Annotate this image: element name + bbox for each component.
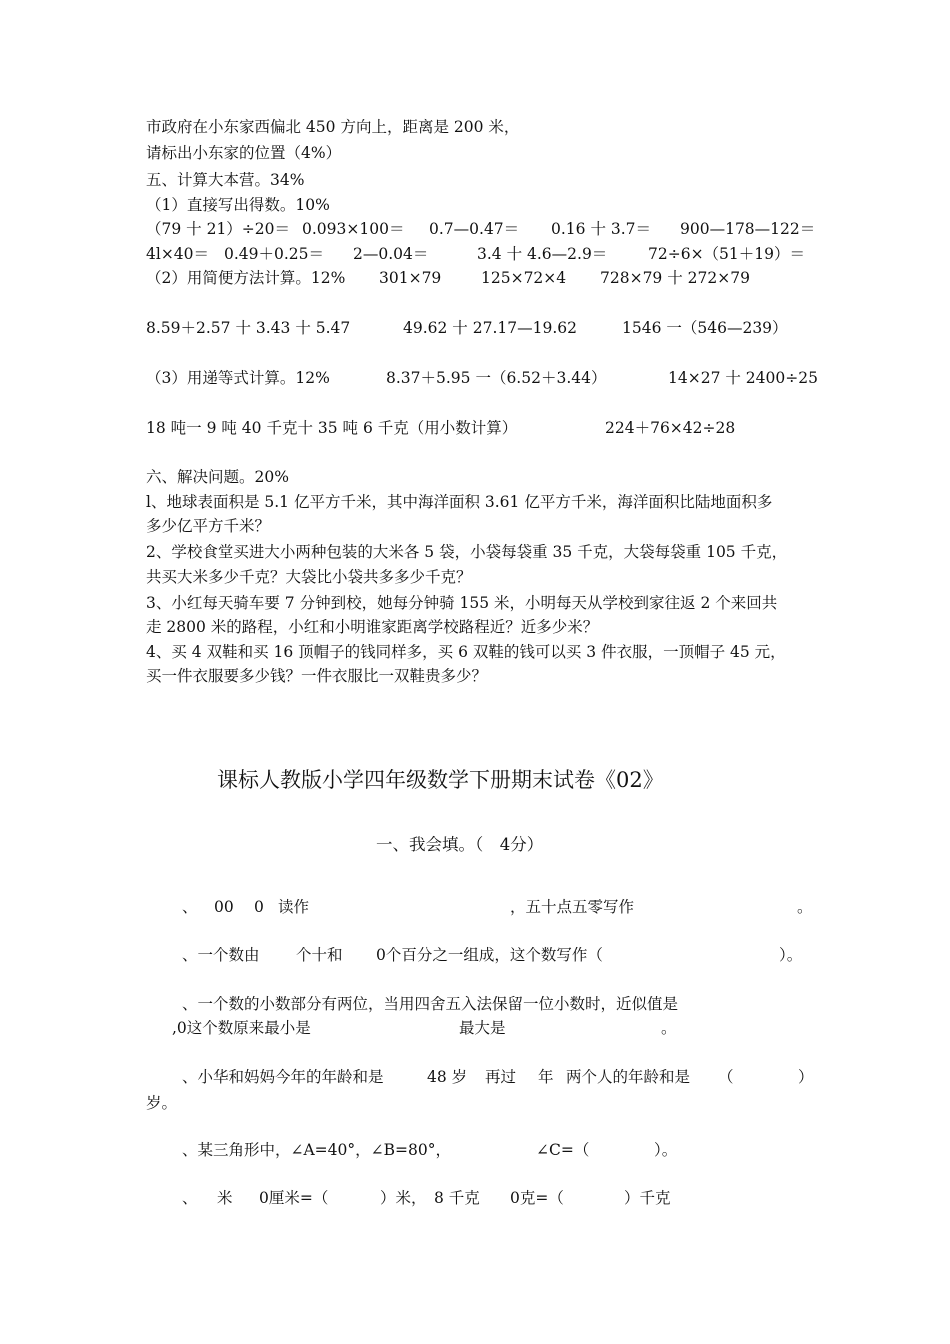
question-text: 年 xyxy=(538,1068,554,1086)
calc-item: 1546 一（546—239） xyxy=(622,319,788,337)
calc-item: 0.7—0.47＝ xyxy=(429,220,520,238)
question-text: ）。 xyxy=(779,946,803,964)
problem-4-line-2: 买一件衣服要多少钱？一件衣服比一双鞋贵多少？ xyxy=(146,667,488,685)
question-text: 0克=（ xyxy=(510,1189,564,1207)
calc-item: 4l×40＝ xyxy=(146,245,210,263)
unit-label: 米 xyxy=(217,1189,233,1207)
question-text: 0个百分之一组成，这个数写作（ xyxy=(376,946,603,964)
calc-item: 224＋76×42÷28 xyxy=(605,419,736,437)
number-fragment: 00 xyxy=(214,898,234,916)
calc-item: 3.4 十 4.6—2.9＝ xyxy=(477,245,608,263)
question-text: ,0这个数原来最小是 xyxy=(172,1019,311,1037)
number-fragment: 0 xyxy=(254,898,264,916)
map-question-line-1: 市政府在小东家西偏北 450 方向上，距离是 200 米， xyxy=(146,118,520,136)
exam-title: 课标人教版小学四年级数学下册期末试卷《02》 xyxy=(217,768,664,792)
question-text: ）米， xyxy=(380,1189,427,1207)
problem-1-line-2: 多少亿平方千米？ xyxy=(146,517,271,535)
fill-section-heading: 一、我会填。（ 4分） xyxy=(376,835,544,854)
question-text: 、某三角形中，∠A=40°，∠B=80°， xyxy=(182,1141,451,1159)
question-text: 再过 xyxy=(485,1068,517,1086)
question-text: ）千克 xyxy=(624,1189,671,1207)
map-question-line-2: 请标出小东家的位置（4%） xyxy=(146,144,342,162)
question-marker: 、 xyxy=(182,898,198,916)
question-text: 、一个数的小数部分有两位，当用四舍五入法保留一位小数时，近似值是 xyxy=(182,995,679,1013)
calc-item: 8.59＋2.57 十 3.43 十 5.47 xyxy=(146,319,351,337)
question-text: 最大是 xyxy=(459,1019,506,1037)
calc-item: 8.37＋5.95 一（6.52＋3.44） xyxy=(386,369,607,387)
question-text: 两个人的年龄和是 xyxy=(566,1068,691,1086)
period: 。 xyxy=(797,898,813,916)
calc-item: 14×27 十 2400÷25 xyxy=(668,369,818,387)
question-text: 、一个数由 xyxy=(182,946,260,964)
calc-item: （79 十 21）÷20＝ xyxy=(146,220,291,238)
question-text: 个十和 xyxy=(296,946,343,964)
question-text: 、小华和妈妈今年的年龄和是 xyxy=(182,1068,384,1086)
question-marker: 、 xyxy=(182,1189,198,1207)
calc-item: 0.49＋0.25＝ xyxy=(224,245,325,263)
read-as-label: 读作 xyxy=(278,898,310,916)
problem-4-line-1: 4、买 4 双鞋和买 16 顶帽子的钱同样多，买 6 双鞋的钱可以买 3 件衣服，一顶帽子 45 元， xyxy=(146,643,786,661)
answer-bracket-close: ） xyxy=(798,1068,814,1086)
question-text: 0厘米=（ xyxy=(259,1189,329,1207)
problem-2-line-2: 共买大米多少千克？大袋比小袋共多多少千克？ xyxy=(146,568,472,586)
calc-item: 49.62 十 27.17—19.62 xyxy=(403,319,577,337)
calc-item: 125×72×4 xyxy=(481,269,567,287)
calc-item: 301×79 xyxy=(379,269,442,287)
section-5-heading: 五、计算大本营。34% xyxy=(146,171,305,189)
part-2-heading: （2）用简便方法计算。12% xyxy=(146,269,346,287)
calc-item: 0.16 十 3.7＝ xyxy=(551,220,652,238)
part-1-heading: （1）直接写出得数。10% xyxy=(146,196,330,214)
problem-1-line-1: l、地球表面积是 5.1 亿平方千米，其中海洋面积 3.61 亿平方千米，海洋面积比陆地面积多 xyxy=(146,493,773,511)
answer-bracket-open: （ xyxy=(718,1068,734,1086)
part-3-heading: （3）用递等式计算。12% xyxy=(146,369,330,387)
question-text: 岁。 xyxy=(146,1094,178,1112)
calc-item: 900—178—122＝ xyxy=(680,220,816,238)
problem-3-line-2: 走 2800 米的路程，小红和小明谁家距离学校路程近？近多少米？ xyxy=(146,618,599,636)
calc-item: 0.093×100＝ xyxy=(302,220,405,238)
question-text: 8 千克 xyxy=(434,1189,480,1207)
write-as-label: ，五十点五零写作 xyxy=(510,898,635,916)
period: 。 xyxy=(661,1019,677,1037)
calc-item: 72÷6×（51＋19）＝ xyxy=(648,245,806,263)
question-text: ）。 xyxy=(654,1141,678,1159)
question-text: ∠C=（ xyxy=(536,1141,590,1159)
calc-item: 2—0.04＝ xyxy=(353,245,429,263)
question-text: 48 岁 xyxy=(427,1068,468,1086)
problem-2-line-1: 2、学校食堂买进大小两种包装的大米各 5 袋，小袋每袋重 35 千克，大袋每袋重 105 千克， xyxy=(146,543,788,561)
section-6-heading: 六、解决问题。20% xyxy=(146,468,289,486)
calc-item: 18 吨一 9 吨 40 千克十 35 吨 6 千克（用小数计算） xyxy=(146,419,518,437)
calc-item: 728×79 十 272×79 xyxy=(600,269,750,287)
problem-3-line-1: 3、小红每天骑车要 7 分钟到校，她每分钟骑 155 米，小明每天从学校到家往返 2 个来回共 xyxy=(146,594,778,612)
